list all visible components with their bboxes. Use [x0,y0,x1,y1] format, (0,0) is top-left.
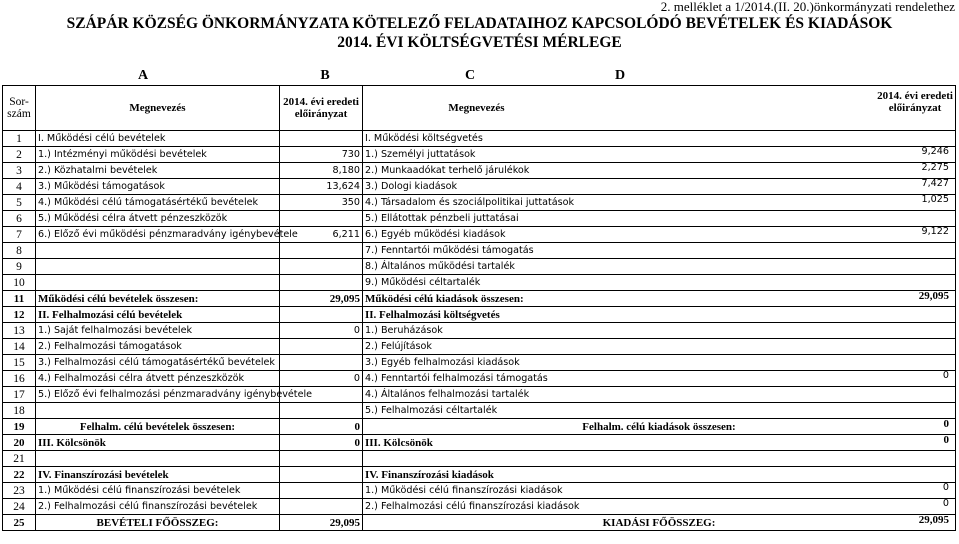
revenue-name: Felhalm. célú bevételek összesen: [36,419,280,435]
expense-name-text: 1.) Beruházások [365,324,443,336]
table-row [3,195,956,211]
revenue-amount [280,307,363,323]
table-row [3,483,956,499]
expense-name [363,419,956,435]
revenue-name [36,403,280,419]
revenue-amount [280,467,363,483]
expense-name-text: Felhalm. célú kiadások összesen: [582,420,736,433]
row-number: 10 [3,275,36,291]
revenue-amount [280,339,363,355]
column-letter-d: D [614,68,626,83]
expense-name [363,131,956,147]
row-number: 20 [3,435,36,451]
expense-amount: 9,122 [921,226,949,237]
expense-name [363,147,956,163]
table-row [3,275,956,291]
table-row [3,323,956,339]
revenue-amount: 730 [280,147,363,163]
expense-name-text: 4.) Általános felhalmozási tartalék [365,388,530,400]
revenue-amount [280,499,363,515]
table-row [3,291,956,307]
expense-name-text: 6.) Egyéb működési kiadások [365,228,506,240]
expense-name [363,435,956,451]
row-number: 19 [3,419,36,435]
column-letter-c: C [464,68,476,83]
revenue-name: Működési célú bevételek összesen: [36,291,280,307]
table-row [3,163,956,179]
expense-name [363,387,956,403]
revenue-amount [280,275,363,291]
table-row [3,371,956,387]
row-number: 25 [3,515,36,531]
row-number: 3 [3,163,36,179]
revenue-name: 4.) Működési célú támogatásértékű bevételek [36,195,280,211]
table-row [3,307,956,323]
header-eloiranyzat-d: 2014. évi eredeti előirányzat [877,90,953,114]
revenue-amount: 6,211 [280,227,363,243]
revenue-name [36,243,280,259]
revenue-amount: 350 [280,195,363,211]
revenue-amount: 0 [280,435,363,451]
expense-name [363,515,956,531]
revenue-amount [280,243,363,259]
revenue-amount: 29,095 [280,291,363,307]
expense-name [363,371,956,387]
row-number: 18 [3,403,36,419]
expense-name [363,355,956,371]
expense-amount: 0 [943,434,949,446]
column-letter-a: A [137,68,149,83]
table-row [3,451,956,467]
row-number: 21 [3,451,36,467]
table-row [3,179,956,195]
row-number: 9 [3,259,36,275]
expense-name [363,291,956,307]
revenue-amount [280,403,363,419]
revenue-name [36,275,280,291]
revenue-amount: 0 [280,419,363,435]
expense-name [363,179,956,195]
header-megnevezes-a: Megnevezés [36,86,280,131]
expense-name-text: 1.) Személyi juttatások [365,148,476,160]
expense-name [363,211,956,227]
row-number: 14 [3,339,36,355]
expense-name-text: 8.) Általános működési tartalék [365,260,515,272]
revenue-name: 2.) Felhalmozási célú finanszírozási bevételek [36,499,280,515]
expense-name-text: 3.) Dologi kiadások [365,180,458,192]
row-number: 7 [3,227,36,243]
expense-name [363,227,956,243]
expense-name-text: 7.) Fenntartói működési támogatás [365,244,534,256]
expense-amount: 9,246 [921,146,949,157]
revenue-name: 6.) Előző évi működési pénzmaradvány igénybevétele [36,227,280,243]
expense-name-text: II. Felhalmozási költségvetés [365,308,500,321]
row-number: 13 [3,323,36,339]
expense-name-text: IV. Finanszírozási kiadások [365,468,494,481]
column-letter-b: B [320,68,330,83]
revenue-name: I. Működési célú bevételek [36,131,280,147]
reference-note: 2. melléklet a 1/2014.(II. 20.)önkormányzati rendelethez [660,0,955,14]
revenue-name: IV. Finanszírozási bevételek [36,467,280,483]
expense-amount: 1,025 [921,194,949,205]
table-row [3,419,956,435]
row-number: 17 [3,387,36,403]
expense-name [363,163,956,179]
expense-name [363,275,956,291]
revenue-name: 5.) Előző évi felhalmozási pénzmaradvány igénybevétele [36,387,280,403]
header-sorszam: Sor-szám [3,86,36,131]
row-number: 16 [3,371,36,387]
revenue-name: 3.) Felhalmozási célú támogatásértékű bevételek [36,355,280,371]
table-row [3,259,956,275]
table-row [3,243,956,259]
revenue-name: 2.) Felhalmozási támogatások [36,339,280,355]
expense-name-text: III. Kölcsönök [365,436,433,449]
row-number: 6 [3,211,36,227]
page-title: SZÁPÁR KÖZSÉG ÖNKORMÁNYZATA KÖTELEZŐ FELADATAIHOZ KAPCSOLÓDÓ BEVÉTELEK ÉS KIADÁSOK [66,15,893,32]
column-letters [0,69,959,83]
table-row [3,435,956,451]
header-eloiranyzat-b: 2014. évi eredeti előirányzat [280,86,363,131]
expense-name-text: 2.) Munkaadókat terhelő járulékok [365,164,530,176]
revenue-amount: 0 [280,323,363,339]
header-megnevezes-c [363,86,956,131]
revenue-name: BEVÉTELI FŐÖSSZEG: [36,515,280,531]
revenue-amount [280,451,363,467]
row-number: 23 [3,483,36,499]
revenue-amount [280,131,363,147]
revenue-name: 1.) Működési célú finanszírozási bevételek [36,483,280,499]
expense-name-text: 5.) Felhalmozási céltartalék [365,404,498,416]
table-header-row [3,86,956,131]
revenue-name: 5.) Működési célra átvett pénzeszközök [36,211,280,227]
expense-name-text: 3.) Egyéb felhalmozási kiadások [365,356,520,368]
table-row [3,211,956,227]
row-number: 11 [3,291,36,307]
expense-amount: 2,275 [921,162,949,173]
row-number: 8 [3,243,36,259]
row-number: 12 [3,307,36,323]
revenue-name [36,259,280,275]
table-row [3,131,956,147]
expense-name [363,499,956,515]
revenue-name: 4.) Felhalmozási célra átvett pénzeszközök [36,371,280,387]
row-number: 1 [3,131,36,147]
row-number: 5 [3,195,36,211]
expense-name [363,195,956,211]
expense-name-text: 9.) Működési céltartalék [365,276,481,288]
revenue-name: 1.) Saját felhalmozási bevételek [36,323,280,339]
revenue-amount [280,259,363,275]
row-number: 2 [3,147,36,163]
expense-name [363,483,956,499]
row-number: 24 [3,499,36,515]
expense-name [363,339,956,355]
revenue-name [36,451,280,467]
revenue-amount: 8,180 [280,163,363,179]
revenue-name: III. Kölcsönök [36,435,280,451]
expense-name [363,243,956,259]
revenue-amount: 0 [280,371,363,387]
expense-amount: 29,095 [918,514,949,526]
page-subtitle: 2014. ÉVI KÖLTSÉGVETÉSI MÉRLEGE [337,34,622,51]
table-row [3,499,956,515]
expense-name-text: KIADÁSI FŐÖSSZEG: [602,516,716,529]
row-number: 4 [3,179,36,195]
table-row [3,147,956,163]
row-number: 15 [3,355,36,371]
expense-name-text: Működési célú kiadások összesen: [365,292,524,305]
expense-amount: 0 [942,482,949,493]
expense-name-text: 2.) Felhalmozási célú finanszírozási kiadások [365,500,580,512]
expense-name [363,323,956,339]
expense-name [363,403,956,419]
expense-amount: 7,427 [921,178,949,189]
expense-name-text: 4.) Társadalom és szociálpolitikai juttatások [365,196,575,208]
table-row [3,467,956,483]
expense-name [363,259,956,275]
table-row [3,227,956,243]
header-megnevezes-c-text: Megnevezés [448,102,505,114]
revenue-amount: 29,095 [280,515,363,531]
expense-amount: 0 [942,370,949,381]
expense-name [363,467,956,483]
expense-name [363,451,956,467]
table-row [3,515,956,531]
row-number: 22 [3,467,36,483]
revenue-name: 1.) Intézményi működési bevételek [36,147,280,163]
revenue-amount [280,211,363,227]
expense-name-text: I. Működési költségvetés [365,132,483,144]
revenue-amount [280,483,363,499]
budget-balance-table [2,85,956,531]
table-row [3,355,956,371]
revenue-amount: 13,624 [280,179,363,195]
table-row [3,403,956,419]
expense-name-text: 4.) Fenntartói felhalmozási támogatás [365,372,548,384]
table-row [3,387,956,403]
revenue-name: 2.) Közhatalmi bevételek [36,163,280,179]
revenue-name: 3.) Működési támogatások [36,179,280,195]
expense-amount: 0 [942,498,949,509]
table-row [3,339,956,355]
revenue-amount [280,355,363,371]
expense-name-text: 2.) Felújítások [365,340,432,352]
expense-name [363,307,956,323]
expense-amount: 29,095 [918,290,949,302]
expense-name-text: 5.) Ellátottak pénzbeli juttatásai [365,212,519,224]
expense-amount: 0 [943,418,949,430]
expense-name-text: 1.) Működési célú finanszírozási kiadások [365,484,563,496]
revenue-name: II. Felhalmozási célú bevételek [36,307,280,323]
